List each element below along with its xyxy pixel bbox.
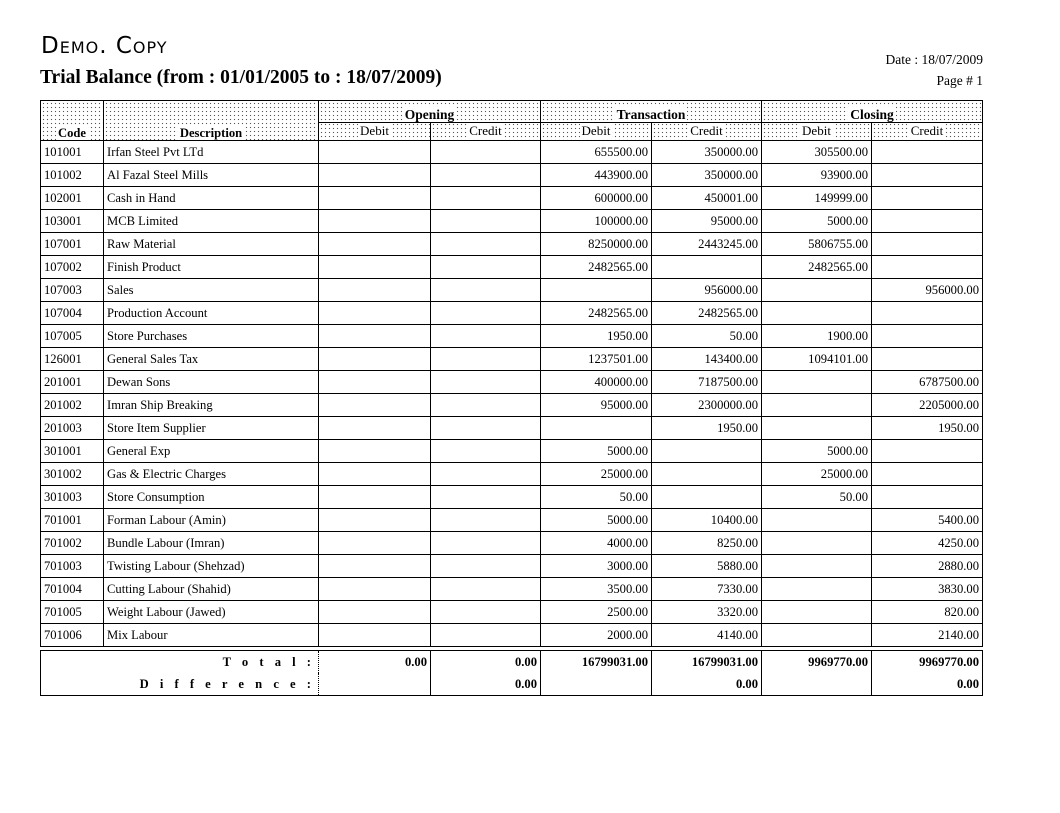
cell-opening-credit bbox=[431, 463, 541, 486]
cell-opening-credit bbox=[431, 141, 541, 164]
difference-closing-credit: 0.00 bbox=[872, 673, 983, 696]
cell-opening-debit bbox=[319, 417, 431, 440]
cell-code: 201003 bbox=[41, 417, 104, 440]
cell-description: Finish Product bbox=[104, 256, 319, 279]
cell-opening-credit bbox=[431, 256, 541, 279]
cell-closing-credit bbox=[872, 302, 983, 325]
cell-closing-debit: 1900.00 bbox=[762, 325, 872, 348]
cell-opening-credit bbox=[431, 440, 541, 463]
cell-transaction-credit bbox=[652, 463, 762, 486]
cell-opening-debit bbox=[319, 578, 431, 601]
cell-transaction-credit: 2300000.00 bbox=[652, 394, 762, 417]
cell-transaction-credit: 50.00 bbox=[652, 325, 762, 348]
total-opening-debit: 0.00 bbox=[404, 654, 427, 669]
table-row bbox=[41, 417, 983, 440]
cell-transaction-credit: 350000.00 bbox=[652, 164, 762, 187]
cell-closing-debit bbox=[762, 417, 872, 440]
cell-description: General Exp bbox=[104, 440, 319, 463]
table-row bbox=[41, 210, 983, 233]
cell-code: 107004 bbox=[41, 302, 104, 325]
table-row bbox=[41, 463, 983, 486]
page-number: Page # 1 bbox=[936, 73, 983, 88]
table-row bbox=[41, 555, 983, 578]
table-row bbox=[41, 187, 983, 210]
cell-description: MCB Limited bbox=[104, 210, 319, 233]
difference-closing-debit bbox=[762, 673, 872, 696]
cell-closing-debit: 5806755.00 bbox=[762, 233, 872, 256]
cell-code: 301002 bbox=[41, 463, 104, 486]
cell-transaction-debit: 8250000.00 bbox=[541, 233, 652, 256]
cell-transaction-credit bbox=[652, 256, 762, 279]
trial-balance-table bbox=[40, 100, 983, 647]
difference-row bbox=[41, 673, 983, 696]
cell-opening-debit bbox=[319, 601, 431, 624]
cell-closing-credit bbox=[872, 325, 983, 348]
cell-code: 107003 bbox=[41, 279, 104, 302]
cell-closing-credit: 2880.00 bbox=[872, 555, 983, 578]
cell-transaction-credit: 7330.00 bbox=[652, 578, 762, 601]
cell-opening-debit bbox=[319, 394, 431, 417]
cell-code: 701006 bbox=[41, 624, 104, 647]
header-code: Code bbox=[41, 101, 104, 141]
cell-closing-debit bbox=[762, 302, 872, 325]
cell-closing-debit bbox=[762, 509, 872, 532]
cell-description: Forman Labour (Amin) bbox=[104, 509, 319, 532]
cell-closing-credit bbox=[872, 141, 983, 164]
header-opening-debit: Debit bbox=[319, 122, 431, 140]
cell-opening-credit bbox=[431, 601, 541, 624]
cell-opening-debit bbox=[319, 624, 431, 647]
cell-closing-debit: 25000.00 bbox=[762, 463, 872, 486]
cell-transaction-debit: 5000.00 bbox=[541, 440, 652, 463]
cell-transaction-credit: 95000.00 bbox=[652, 210, 762, 233]
cell-code: 701003 bbox=[41, 555, 104, 578]
cell-closing-debit bbox=[762, 394, 872, 417]
cell-code: 107001 bbox=[41, 233, 104, 256]
cell-closing-credit: 5400.00 bbox=[872, 509, 983, 532]
total-transaction-debit: 16799031.00 bbox=[541, 651, 652, 674]
cell-closing-credit: 4250.00 bbox=[872, 532, 983, 555]
total-transaction-credit: 16799031.00 bbox=[652, 651, 762, 674]
header-closing-credit: Credit bbox=[872, 122, 983, 140]
cell-transaction-debit: 3500.00 bbox=[541, 578, 652, 601]
header-transaction: Transaction bbox=[541, 101, 762, 123]
difference-transaction-credit: 0.00 bbox=[652, 673, 762, 696]
cell-transaction-debit: 655500.00 bbox=[541, 141, 652, 164]
difference-transaction-debit bbox=[541, 673, 652, 696]
cell-transaction-credit bbox=[652, 486, 762, 509]
cell-transaction-debit: 2482565.00 bbox=[541, 256, 652, 279]
table-row bbox=[41, 601, 983, 624]
cell-opening-credit bbox=[431, 417, 541, 440]
cell-transaction-credit: 10400.00 bbox=[652, 509, 762, 532]
cell-closing-debit bbox=[762, 578, 872, 601]
cell-opening-credit bbox=[431, 164, 541, 187]
table-row bbox=[41, 164, 983, 187]
cell-closing-debit: 5000.00 bbox=[762, 440, 872, 463]
cell-description: Store Consumption bbox=[104, 486, 319, 509]
cell-opening-debit bbox=[319, 348, 431, 371]
cell-transaction-credit: 4140.00 bbox=[652, 624, 762, 647]
cell-transaction-credit bbox=[652, 440, 762, 463]
table-row bbox=[41, 141, 983, 164]
cell-code: 103001 bbox=[41, 210, 104, 233]
cell-closing-credit bbox=[872, 256, 983, 279]
header-opening-credit: Credit bbox=[431, 122, 541, 140]
cell-closing-debit: 93900.00 bbox=[762, 164, 872, 187]
cell-opening-debit bbox=[319, 463, 431, 486]
cell-transaction-credit: 3320.00 bbox=[652, 601, 762, 624]
table-row bbox=[41, 509, 983, 532]
header-transaction-credit: Credit bbox=[652, 122, 762, 140]
cell-description: Cutting Labour (Shahid) bbox=[104, 578, 319, 601]
cell-closing-credit: 2140.00 bbox=[872, 624, 983, 647]
table-row bbox=[41, 325, 983, 348]
table-body bbox=[41, 141, 983, 647]
table-row bbox=[41, 348, 983, 371]
cell-code: 301001 bbox=[41, 440, 104, 463]
cell-description: Store Item Supplier bbox=[104, 417, 319, 440]
cell-transaction-debit: 100000.00 bbox=[541, 210, 652, 233]
cell-closing-credit: 6787500.00 bbox=[872, 371, 983, 394]
table-row bbox=[41, 440, 983, 463]
cell-closing-credit bbox=[872, 440, 983, 463]
cell-opening-credit bbox=[431, 578, 541, 601]
report-date: Date : 18/07/2009 bbox=[885, 52, 983, 67]
cell-description: Irfan Steel Pvt LTd bbox=[104, 141, 319, 164]
cell-opening-credit bbox=[431, 325, 541, 348]
table-row bbox=[41, 624, 983, 647]
cell-code: 102001 bbox=[41, 187, 104, 210]
cell-transaction-credit: 2482565.00 bbox=[652, 302, 762, 325]
cell-opening-credit bbox=[431, 348, 541, 371]
cell-closing-debit: 1094101.00 bbox=[762, 348, 872, 371]
header-transaction-debit: Debit bbox=[541, 122, 652, 140]
cell-opening-credit bbox=[431, 624, 541, 647]
cell-closing-credit: 1950.00 bbox=[872, 417, 983, 440]
company-name: Demo. Copy bbox=[41, 33, 168, 59]
cell-transaction-credit: 143400.00 bbox=[652, 348, 762, 371]
total-row bbox=[41, 651, 983, 674]
cell-opening-debit bbox=[319, 256, 431, 279]
cell-closing-debit bbox=[762, 555, 872, 578]
cell-code: 201001 bbox=[41, 371, 104, 394]
cell-description: Raw Material bbox=[104, 233, 319, 256]
cell-transaction-credit: 350000.00 bbox=[652, 141, 762, 164]
cell-opening-credit bbox=[431, 302, 541, 325]
cell-transaction-credit: 2443245.00 bbox=[652, 233, 762, 256]
table-row bbox=[41, 394, 983, 417]
cell-closing-debit: 2482565.00 bbox=[762, 256, 872, 279]
cell-opening-debit bbox=[319, 279, 431, 302]
cell-closing-credit: 2205000.00 bbox=[872, 394, 983, 417]
cell-opening-debit bbox=[319, 164, 431, 187]
cell-code: 126001 bbox=[41, 348, 104, 371]
cell-transaction-debit: 2000.00 bbox=[541, 624, 652, 647]
cell-closing-credit bbox=[872, 233, 983, 256]
cell-transaction-credit: 8250.00 bbox=[652, 532, 762, 555]
cell-opening-credit bbox=[431, 532, 541, 555]
cell-transaction-debit: 600000.00 bbox=[541, 187, 652, 210]
difference-opening-debit bbox=[319, 673, 431, 696]
cell-code: 101002 bbox=[41, 164, 104, 187]
cell-closing-credit: 956000.00 bbox=[872, 279, 983, 302]
cell-transaction-debit: 1237501.00 bbox=[541, 348, 652, 371]
table-row bbox=[41, 486, 983, 509]
cell-closing-credit bbox=[872, 486, 983, 509]
cell-code: 701004 bbox=[41, 578, 104, 601]
header-closing: Closing bbox=[762, 101, 983, 123]
cell-closing-credit bbox=[872, 210, 983, 233]
cell-opening-debit bbox=[319, 555, 431, 578]
cell-transaction-debit bbox=[541, 279, 652, 302]
cell-opening-debit bbox=[319, 440, 431, 463]
header-description: Description bbox=[104, 101, 319, 141]
cell-opening-debit bbox=[319, 325, 431, 348]
cell-closing-credit bbox=[872, 187, 983, 210]
cell-opening-debit bbox=[319, 371, 431, 394]
cell-description: Weight Labour (Jawed) bbox=[104, 601, 319, 624]
cell-transaction-debit: 1950.00 bbox=[541, 325, 652, 348]
table-row bbox=[41, 371, 983, 394]
cell-transaction-debit: 25000.00 bbox=[541, 463, 652, 486]
cell-transaction-debit: 3000.00 bbox=[541, 555, 652, 578]
total-closing-credit: 9969770.00 bbox=[872, 651, 983, 674]
cell-opening-credit bbox=[431, 371, 541, 394]
difference-label: D i f f e r e n c e : bbox=[41, 673, 319, 696]
cell-transaction-credit: 1950.00 bbox=[652, 417, 762, 440]
cell-opening-debit bbox=[319, 210, 431, 233]
cell-closing-debit bbox=[762, 279, 872, 302]
table-row bbox=[41, 256, 983, 279]
table-row bbox=[41, 578, 983, 601]
cell-opening-debit bbox=[319, 532, 431, 555]
cell-opening-credit bbox=[431, 486, 541, 509]
cell-opening-debit bbox=[319, 187, 431, 210]
cell-closing-credit bbox=[872, 164, 983, 187]
cell-transaction-debit: 5000.00 bbox=[541, 509, 652, 532]
total-opening-credit: 0.00 bbox=[431, 651, 541, 674]
cell-code: 101001 bbox=[41, 141, 104, 164]
cell-transaction-debit: 50.00 bbox=[541, 486, 652, 509]
cell-description: Imran Ship Breaking bbox=[104, 394, 319, 417]
cell-closing-credit: 3830.00 bbox=[872, 578, 983, 601]
cell-description: Production Account bbox=[104, 302, 319, 325]
cell-transaction-debit: 4000.00 bbox=[541, 532, 652, 555]
cell-closing-debit: 5000.00 bbox=[762, 210, 872, 233]
cell-code: 701002 bbox=[41, 532, 104, 555]
cell-transaction-credit: 450001.00 bbox=[652, 187, 762, 210]
totals-table bbox=[40, 650, 983, 696]
difference-opening-credit: 0.00 bbox=[431, 673, 541, 696]
cell-code: 107005 bbox=[41, 325, 104, 348]
header-closing-debit: Debit bbox=[762, 122, 872, 140]
table-row bbox=[41, 233, 983, 256]
cell-code: 301003 bbox=[41, 486, 104, 509]
cell-transaction-credit: 7187500.00 bbox=[652, 371, 762, 394]
header-opening: Opening bbox=[319, 101, 541, 123]
cell-closing-debit: 50.00 bbox=[762, 486, 872, 509]
cell-transaction-credit: 956000.00 bbox=[652, 279, 762, 302]
cell-closing-debit bbox=[762, 532, 872, 555]
cell-description: Cash in Hand bbox=[104, 187, 319, 210]
cell-transaction-debit: 2482565.00 bbox=[541, 302, 652, 325]
table-row bbox=[41, 279, 983, 302]
cell-description: Sales bbox=[104, 279, 319, 302]
cell-closing-credit bbox=[872, 463, 983, 486]
cell-opening-credit bbox=[431, 509, 541, 532]
cell-description: General Sales Tax bbox=[104, 348, 319, 371]
cell-opening-credit bbox=[431, 394, 541, 417]
cell-opening-debit bbox=[319, 509, 431, 532]
cell-opening-debit bbox=[319, 486, 431, 509]
cell-description: Gas & Electric Charges bbox=[104, 463, 319, 486]
cell-opening-credit bbox=[431, 187, 541, 210]
cell-description: Bundle Labour (Imran) bbox=[104, 532, 319, 555]
cell-code: 701001 bbox=[41, 509, 104, 532]
cell-transaction-debit bbox=[541, 417, 652, 440]
cell-transaction-debit: 95000.00 bbox=[541, 394, 652, 417]
cell-closing-credit: 820.00 bbox=[872, 601, 983, 624]
cell-transaction-debit: 2500.00 bbox=[541, 601, 652, 624]
report-title: Trial Balance (from : 01/01/2005 to : 18/07/2009) bbox=[40, 67, 442, 88]
cell-opening-debit bbox=[319, 233, 431, 256]
cell-closing-debit bbox=[762, 371, 872, 394]
cell-description: Dewan Sons bbox=[104, 371, 319, 394]
cell-transaction-debit: 443900.00 bbox=[541, 164, 652, 187]
cell-transaction-debit: 400000.00 bbox=[541, 371, 652, 394]
cell-code: 201002 bbox=[41, 394, 104, 417]
total-closing-debit: 9969770.00 bbox=[762, 651, 872, 674]
cell-closing-credit bbox=[872, 348, 983, 371]
cell-opening-credit bbox=[431, 555, 541, 578]
cell-opening-credit bbox=[431, 279, 541, 302]
cell-opening-debit bbox=[319, 302, 431, 325]
cell-description: Al Fazal Steel Mills bbox=[104, 164, 319, 187]
cell-transaction-credit: 5880.00 bbox=[652, 555, 762, 578]
cell-code: 107002 bbox=[41, 256, 104, 279]
table-row bbox=[41, 302, 983, 325]
cell-description: Twisting Labour (Shehzad) bbox=[104, 555, 319, 578]
cell-description: Mix Labour bbox=[104, 624, 319, 647]
cell-opening-credit bbox=[431, 233, 541, 256]
cell-closing-debit: 305500.00 bbox=[762, 141, 872, 164]
table-row bbox=[41, 532, 983, 555]
cell-closing-debit bbox=[762, 601, 872, 624]
cell-code: 701005 bbox=[41, 601, 104, 624]
total-label: T o t a l : bbox=[41, 651, 319, 674]
cell-closing-debit: 149999.00 bbox=[762, 187, 872, 210]
cell-closing-debit bbox=[762, 624, 872, 647]
cell-opening-credit bbox=[431, 210, 541, 233]
cell-description: Store Purchases bbox=[104, 325, 319, 348]
cell-opening-debit bbox=[319, 141, 431, 164]
